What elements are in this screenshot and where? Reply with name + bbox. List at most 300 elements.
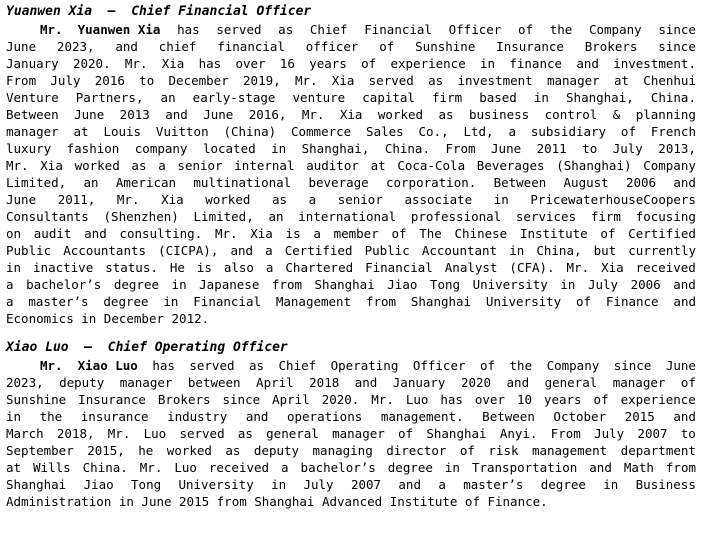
word: of: [680, 375, 696, 390]
word: of: [593, 392, 609, 407]
word: in: [271, 141, 287, 156]
word: worked: [377, 107, 424, 122]
word: Officer: [448, 22, 502, 37]
word: experience: [620, 392, 696, 407]
word: Luo: [174, 460, 197, 475]
word: Louis: [103, 124, 142, 139]
word: University: [485, 294, 562, 309]
paragraph-line: [6, 157, 696, 174]
word: manager: [6, 124, 59, 139]
word: Xia: [250, 226, 273, 241]
section-heading: Xiao Luo — Chief Operating Officer: [6, 340, 288, 355]
word: Limited,: [193, 209, 254, 224]
word: member: [333, 226, 379, 241]
word: a: [508, 124, 516, 139]
word: risk: [488, 443, 519, 458]
paragraph-line: [6, 259, 696, 276]
word: deputy: [253, 443, 300, 458]
word: June: [665, 358, 696, 373]
word: manager: [546, 73, 600, 88]
paragraph-line: [6, 191, 696, 208]
word: (Shanghai): [556, 158, 632, 173]
word: but: [593, 243, 617, 258]
word: auditor: [306, 158, 359, 173]
word: Wills: [33, 460, 71, 475]
word: to: [582, 141, 598, 156]
word: October: [553, 409, 607, 424]
word: From: [6, 73, 37, 88]
bio-paragraph: [6, 21, 696, 327]
word: Venture: [6, 90, 59, 105]
word: April: [256, 375, 294, 390]
word: Shanghai: [6, 477, 67, 492]
word: and: [354, 375, 378, 390]
word: Mr.: [139, 460, 163, 475]
word: Between: [6, 107, 59, 122]
word: Financial: [365, 260, 433, 275]
paragraph-line: [6, 425, 696, 442]
word: in: [509, 243, 525, 258]
paragraph-line: [6, 476, 696, 493]
word: 2013,: [658, 141, 696, 156]
word: Institute: [389, 494, 458, 509]
word: as: [225, 443, 241, 458]
word: Management: [275, 294, 352, 309]
word: a: [265, 243, 273, 258]
word: manager: [119, 375, 173, 390]
paragraph-line: [6, 55, 696, 72]
word: in: [163, 294, 179, 309]
word: Partners,: [75, 90, 144, 105]
word: a: [6, 294, 14, 309]
paragraph-line: [6, 493, 696, 510]
word: Co.,: [418, 124, 449, 139]
word: over: [235, 56, 266, 71]
word: since: [658, 39, 696, 54]
word: senior: [337, 192, 383, 207]
word: worked: [74, 158, 120, 173]
word: Chartered: [285, 260, 354, 275]
word: September: [6, 443, 74, 458]
word: a: [158, 158, 166, 173]
word: luxury: [6, 141, 52, 156]
paragraph-line: [6, 38, 696, 55]
word: bachelor’s: [300, 460, 376, 475]
word: Insurance: [78, 392, 146, 407]
word: degree: [113, 277, 160, 292]
word: since: [613, 358, 652, 373]
word: July: [50, 73, 81, 88]
word: China.: [384, 141, 430, 156]
word: in: [480, 56, 496, 71]
paragraph-line: [6, 276, 696, 293]
word: 2020: [460, 375, 492, 390]
paragraph-line: [6, 242, 696, 259]
word: of: [517, 22, 534, 37]
word: of: [620, 124, 636, 139]
word: June: [6, 192, 37, 207]
word: the: [549, 22, 573, 37]
word: Public: [6, 243, 52, 258]
paragraph-line: [6, 310, 696, 327]
word: in: [118, 494, 134, 509]
word: insurance: [80, 409, 149, 424]
word: and: [398, 477, 421, 492]
word: investment.: [613, 56, 696, 71]
word: and: [165, 107, 188, 122]
word: has: [152, 358, 175, 373]
word: Institute: [519, 226, 588, 241]
word: Between: [482, 409, 535, 424]
word: From: [550, 426, 581, 441]
word: December: [103, 311, 165, 326]
word: December: [168, 73, 229, 88]
word: 2016: [94, 73, 125, 88]
paragraph-line: [6, 208, 696, 225]
word: and: [673, 294, 696, 309]
word: in: [171, 277, 187, 292]
word: China.: [82, 460, 128, 475]
word: since: [222, 392, 261, 407]
word: Mr.: [371, 392, 394, 407]
word: and: [84, 226, 107, 241]
word: firm: [590, 209, 621, 224]
word: Business: [635, 477, 696, 492]
word: Shanghai: [254, 494, 315, 509]
word: internal: [234, 158, 295, 173]
word: Chenhui: [643, 73, 696, 88]
word: deputy: [59, 375, 105, 390]
word: and: [576, 56, 599, 71]
word: beverage: [308, 175, 369, 190]
word: director: [386, 443, 447, 458]
word: China,: [536, 243, 582, 258]
word: 2018,: [56, 426, 95, 441]
word: a: [438, 477, 446, 492]
word: status.: [105, 260, 158, 275]
word: to: [139, 73, 155, 88]
word: a: [313, 226, 321, 241]
word: management: [531, 443, 608, 458]
word: since: [658, 22, 696, 37]
word: served: [216, 22, 262, 37]
word: Mr.: [214, 226, 238, 241]
word: consulting.: [119, 226, 203, 241]
word: between: [187, 375, 241, 390]
word: 2023,: [6, 375, 44, 390]
word: a: [308, 192, 317, 207]
word: and: [673, 175, 696, 190]
paragraph-line: [6, 106, 696, 123]
word: management.: [380, 409, 464, 424]
word: and: [673, 277, 696, 292]
person-name-lead: Mr. Yuanwen Xia: [40, 22, 161, 37]
word: is: [285, 226, 301, 241]
word: Mr.: [301, 107, 325, 122]
word: 2019,: [243, 73, 281, 88]
word: June: [491, 141, 522, 156]
paragraph-line: [6, 89, 696, 106]
word: professional: [410, 209, 502, 224]
word: in: [493, 192, 509, 207]
word: managing: [312, 443, 373, 458]
word: and: [115, 39, 138, 54]
word: Public: [364, 243, 410, 258]
word: planning: [635, 107, 696, 122]
word: an: [160, 90, 176, 105]
word: Tong: [429, 277, 461, 292]
word: worked: [166, 443, 212, 458]
word: 2018: [309, 375, 340, 390]
word: of: [479, 358, 496, 373]
paragraph-line: [6, 374, 696, 391]
word: Company: [643, 158, 696, 173]
paragraph-line: [6, 140, 696, 157]
word: 2011,: [57, 192, 96, 207]
word: 2006: [625, 175, 657, 190]
word: Mr.: [6, 158, 29, 173]
word: Company: [588, 22, 642, 37]
word: Chief: [309, 22, 348, 37]
word: at: [613, 73, 630, 88]
word: from: [365, 294, 397, 309]
paragraph-line: [6, 408, 696, 425]
person-name-lead: Mr. Xiao Luo: [40, 358, 138, 373]
word: services: [515, 209, 577, 224]
word: manager: [332, 426, 385, 441]
word: senior: [177, 158, 223, 173]
word: (Shenzhen): [103, 209, 179, 224]
word: received: [208, 460, 270, 475]
word: Anyi.: [499, 426, 538, 441]
word: 2015: [179, 494, 210, 509]
bio-section-luo: [6, 339, 696, 510]
word: based: [479, 90, 517, 105]
word: in: [81, 311, 97, 326]
bio-section-xia: [6, 3, 696, 327]
word: Luo: [143, 426, 167, 441]
word: of: [459, 443, 475, 458]
word: early-stage: [192, 90, 276, 105]
word: as: [237, 426, 253, 441]
word: Certified: [284, 243, 353, 258]
word: August: [563, 175, 609, 190]
word: Administration: [6, 494, 112, 509]
word: June: [74, 107, 105, 122]
word: March: [6, 426, 44, 441]
word: is: [196, 260, 212, 275]
word: a: [281, 460, 289, 475]
word: July: [587, 277, 619, 292]
paragraph-line: [6, 459, 696, 476]
word: also: [223, 260, 254, 275]
word: Limited,: [6, 175, 67, 190]
word: 2006: [630, 277, 661, 292]
word: Operating: [330, 358, 399, 373]
word: officer: [305, 39, 359, 54]
paragraph-line: [6, 72, 696, 89]
word: 2015: [624, 409, 655, 424]
word: January: [392, 375, 446, 390]
word: multinational: [193, 175, 292, 190]
word: an: [268, 209, 284, 224]
word: fashion: [66, 141, 120, 156]
word: and: [230, 243, 254, 258]
word: Xia: [161, 192, 184, 207]
word: June: [141, 494, 172, 509]
word: of: [379, 39, 395, 54]
paragraph-line: [6, 391, 696, 408]
word: 2015,: [87, 443, 125, 458]
word: Japanese: [199, 277, 260, 292]
word: Xia: [339, 107, 363, 122]
word: manager: [612, 375, 666, 390]
word: from: [271, 277, 302, 292]
word: a: [6, 277, 14, 292]
word: 10: [516, 392, 532, 407]
word: in: [271, 477, 287, 492]
word: venture: [292, 90, 346, 105]
word: in: [603, 477, 619, 492]
word: Financial: [193, 294, 262, 309]
word: focusing: [635, 209, 696, 224]
paragraph-line: [6, 123, 696, 140]
word: an: [83, 175, 99, 190]
word: 2020.: [321, 392, 360, 407]
word: 2016,: [248, 107, 287, 122]
word: Analyst: [444, 260, 498, 275]
word: bachelor’s: [26, 277, 102, 292]
word: Math: [623, 460, 654, 475]
word: of: [391, 226, 407, 241]
word: worked: [205, 192, 251, 207]
word: &: [612, 107, 621, 122]
word: the: [509, 358, 533, 373]
word: Brokers: [584, 39, 638, 54]
word: Chinese: [454, 226, 508, 241]
word: and: [589, 460, 612, 475]
word: from: [665, 460, 696, 475]
word: subsidiary: [530, 124, 607, 139]
word: department: [620, 443, 696, 458]
word: 2011: [536, 141, 567, 156]
word: as: [278, 22, 294, 37]
word: Economics: [6, 311, 74, 326]
word: on: [6, 226, 22, 241]
word: Jiao: [83, 477, 114, 492]
word: Shanghai: [314, 277, 375, 292]
word: control: [544, 107, 598, 122]
word: as: [438, 107, 454, 122]
word: audit: [33, 226, 72, 241]
word: Shanghai,: [301, 141, 370, 156]
word: in: [6, 409, 22, 424]
word: Company: [546, 358, 600, 373]
word: degree: [103, 294, 149, 309]
word: China.: [650, 90, 696, 105]
word: Shanghai,: [566, 90, 634, 105]
word: Accountants: [63, 243, 147, 258]
word: 2013: [119, 107, 150, 122]
paragraph-line: [6, 174, 696, 191]
word: From: [445, 141, 476, 156]
word: at: [73, 124, 89, 139]
word: has: [177, 22, 200, 37]
word: Financial: [364, 22, 432, 37]
word: of: [361, 56, 377, 71]
word: currently: [628, 243, 696, 258]
word: Ltd,: [463, 124, 494, 139]
word: in: [533, 90, 549, 105]
word: The: [419, 226, 442, 241]
word: 2007: [350, 477, 382, 492]
word: served: [189, 358, 235, 373]
word: Shanghai: [426, 426, 487, 441]
word: 16: [279, 56, 295, 71]
paragraph-line: [6, 357, 696, 374]
word: received: [635, 260, 696, 275]
word: has: [440, 392, 463, 407]
word: July: [594, 426, 625, 441]
word: served: [179, 426, 225, 441]
word: July: [303, 477, 334, 492]
word: years: [543, 392, 582, 407]
word: (CICPA),: [158, 243, 219, 258]
word: Xia: [331, 73, 355, 88]
word: to: [680, 426, 696, 441]
word: Between: [493, 175, 547, 190]
word: June: [203, 107, 234, 122]
word: 2012.: [171, 311, 210, 326]
word: Xia: [601, 260, 624, 275]
word: general: [266, 426, 319, 441]
word: Tong: [131, 477, 162, 492]
bio-paragraph: [6, 357, 696, 510]
word: as: [271, 192, 288, 207]
word: Mr.: [107, 426, 131, 441]
word: Sales: [366, 124, 404, 139]
word: at: [370, 158, 386, 173]
word: Finance.: [487, 494, 548, 509]
word: and: [245, 409, 269, 424]
word: of: [600, 226, 616, 241]
word: years: [309, 56, 347, 71]
word: in: [444, 460, 460, 475]
word: Certified: [628, 226, 696, 241]
word: international: [298, 209, 397, 224]
word: April: [272, 392, 310, 407]
word: located: [202, 141, 256, 156]
word: American: [115, 175, 177, 190]
word: industry: [167, 409, 228, 424]
document-page: [6, 3, 696, 510]
word: Beverages: [476, 158, 545, 173]
word: as: [248, 358, 265, 373]
word: June: [6, 39, 37, 54]
word: investment: [457, 73, 533, 88]
word: finance: [509, 56, 563, 71]
word: chief: [158, 39, 197, 54]
word: Mr.: [294, 73, 318, 88]
word: of: [398, 426, 414, 441]
word: Xia: [40, 158, 63, 173]
word: Accountant: [421, 243, 498, 258]
paragraph-line: [6, 21, 696, 38]
word: French: [650, 124, 696, 139]
word: Shanghai: [410, 294, 472, 309]
word: of: [464, 494, 480, 509]
word: at: [6, 460, 22, 475]
